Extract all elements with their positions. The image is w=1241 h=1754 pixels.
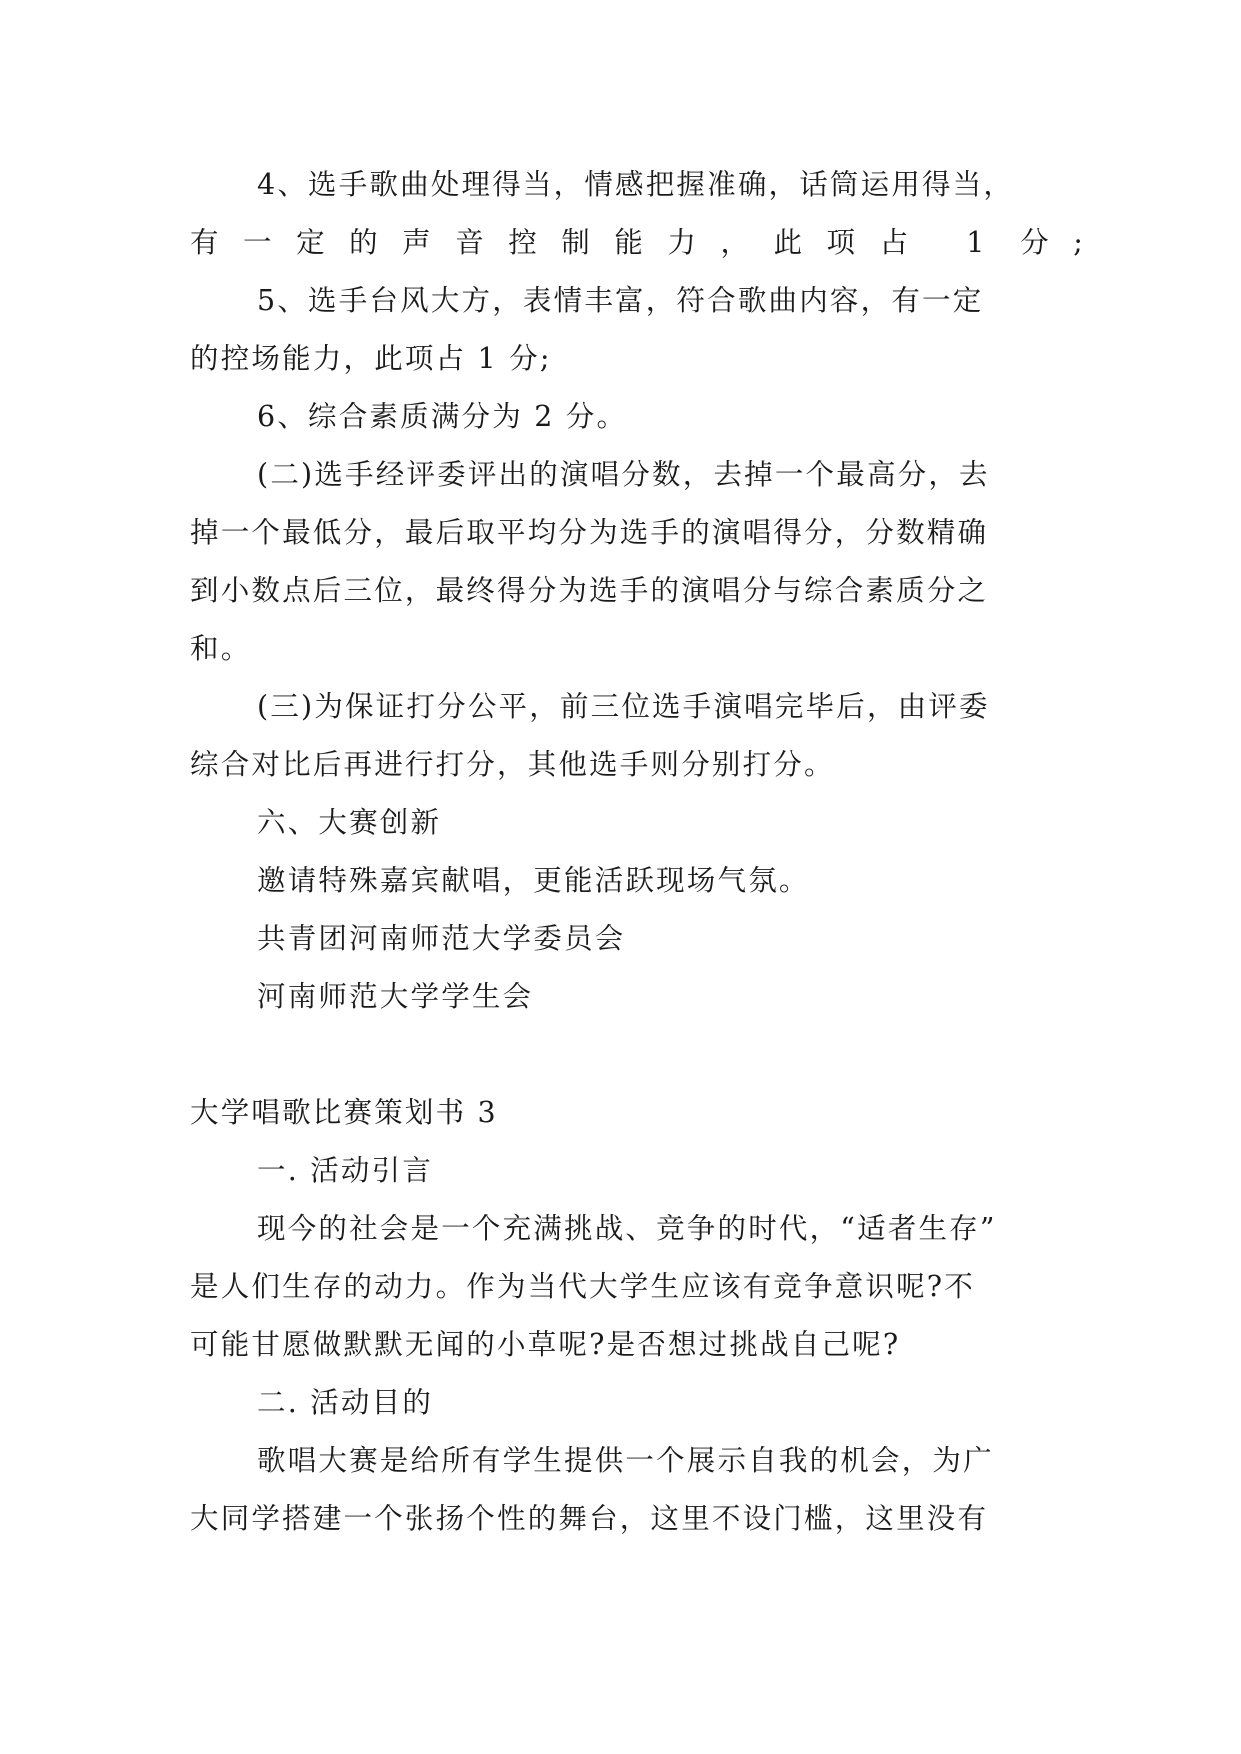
paragraph-line: 邀请特殊嘉宾献唱，更能活跃现场气氛。 xyxy=(257,864,810,897)
paragraph-line: 可能甘愿做默默无闻的小草呢?是否想过挑战自己呢? xyxy=(190,1328,901,1361)
section-heading: 二. 活动目的 xyxy=(257,1386,434,1419)
paragraph-line: 和。 xyxy=(190,632,252,665)
paragraph-line: 掉一个最低分，最后取平均分为选手的演唱得分，分数精确 xyxy=(190,516,989,549)
paragraph-line: 的控场能力，此项占 1 分; xyxy=(190,342,552,375)
paragraph-line: 现今的社会是一个充满挑战、竞争的时代，“适者生存” xyxy=(257,1212,997,1245)
paragraph-line: (二)选手经评委评出的演唱分数，去掉一个最高分，去 xyxy=(257,458,990,491)
paragraph-line: 歌唱大赛是给所有学生提供一个展示自我的机会，为广 xyxy=(257,1444,994,1477)
paragraph-line: (三)为保证打分公平，前三位选手演唱完毕后，由评委 xyxy=(257,690,990,723)
document-title: 大学唱歌比赛策划书 3 xyxy=(190,1096,498,1129)
paragraph-line: 5、选手台风大方，表情丰富，符合歌曲内容，有一定 xyxy=(257,284,984,317)
section-heading: 六、大赛创新 xyxy=(257,806,442,839)
section-heading: 一. 活动引言 xyxy=(257,1154,434,1187)
paragraph-line: 大同学搭建一个张扬个性的舞台，这里不设门槛，这里没有 xyxy=(190,1502,989,1535)
paragraph-line: 有一定的声音控制能力，此项占 1 分; xyxy=(190,226,1085,259)
paragraph-line: 综合对比后再进行打分，其他选手则分别打分。 xyxy=(190,748,835,781)
paragraph-line: 6、综合素质满分为 2 分。 xyxy=(257,400,628,433)
paragraph-line: 4、选手歌曲处理得当，情感把握准确，话筒运用得当， xyxy=(257,168,1015,201)
paragraph-line: 到小数点后三位，最终得分为选手的演唱分与综合素质分之 xyxy=(190,574,989,607)
signature-organization: 共青团河南师范大学委员会 xyxy=(257,922,626,955)
paragraph-line: 是人们生存的动力。作为当代大学生应该有竞争意识呢?不 xyxy=(190,1270,975,1303)
signature-organization: 河南师范大学学生会 xyxy=(257,980,534,1013)
